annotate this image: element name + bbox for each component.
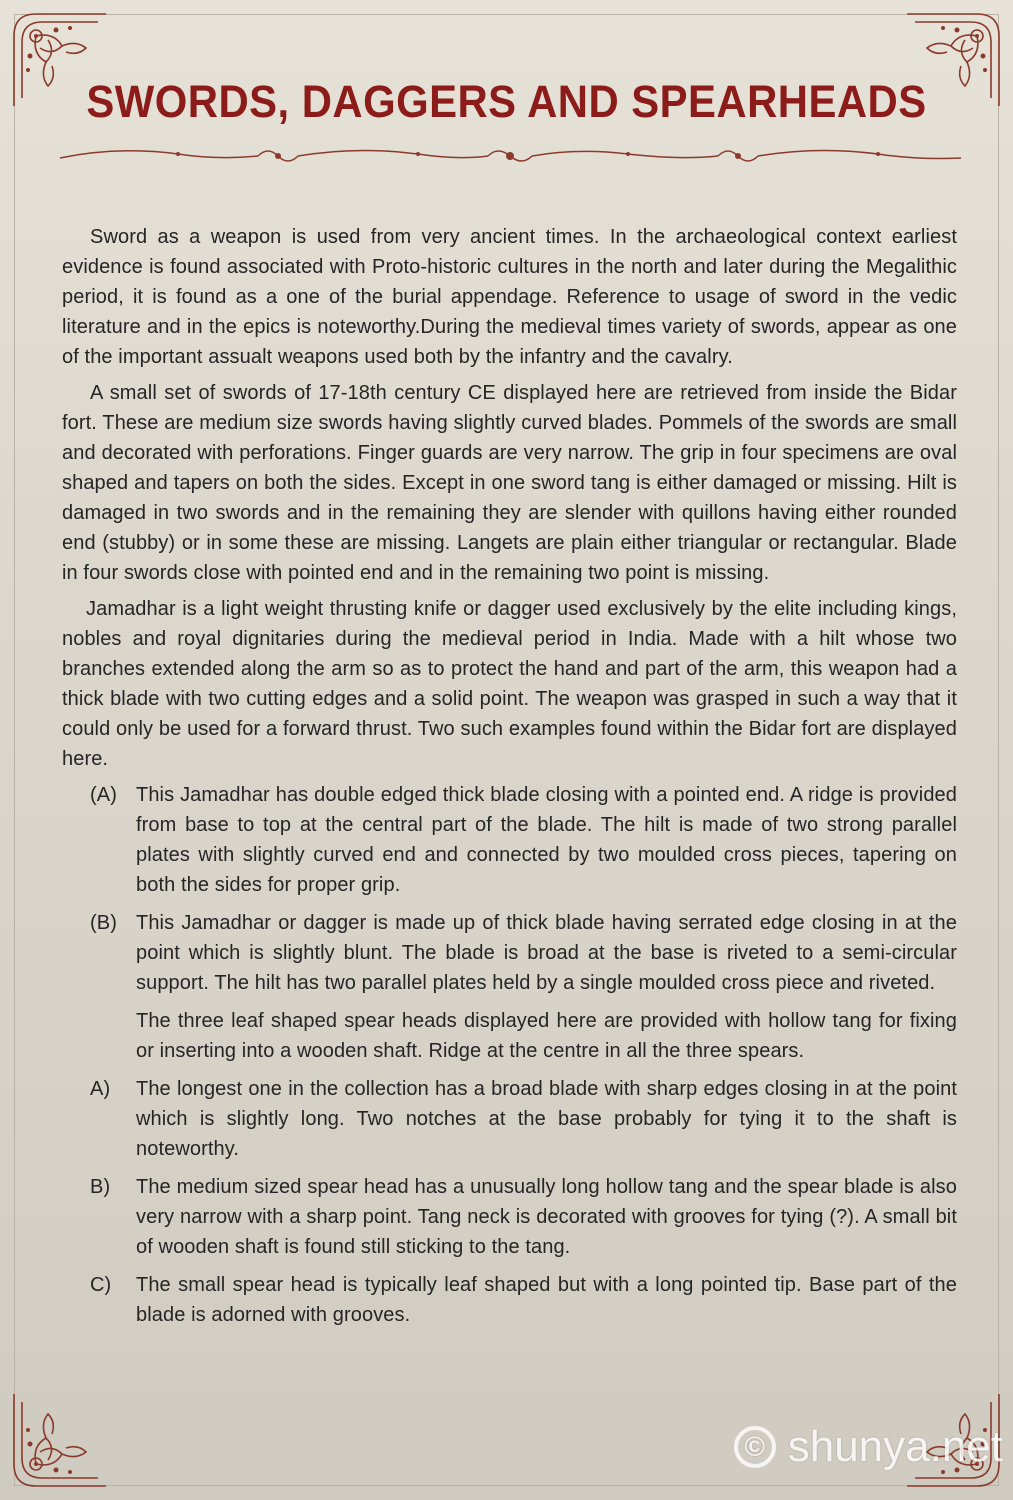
item-label: (B) — [90, 912, 117, 934]
item-text: The longest one in the collection has a broad blade with sharp edges closing in at the point which is slightly long. Two notches at the base probably for tying it to the shaft is noteworthy. — [136, 1078, 957, 1160]
jamadhar-item-a — [90, 780, 957, 900]
item-label: C) — [90, 1274, 112, 1296]
item-label: A) — [90, 1078, 111, 1100]
title-divider-icon — [58, 140, 963, 170]
item-text: The small spear head is typically leaf shaped but with a long pointed tip. Base part of the blade is adorned with grooves. — [136, 1274, 957, 1326]
corner-ornament-icon — [6, 1384, 116, 1494]
spear-item-a — [90, 1074, 957, 1164]
watermark-text: shunya.net — [787, 1422, 1003, 1471]
panel-title: SWORDS, DAGGERS AND SPEARHEADS — [86, 76, 927, 127]
item-label: (A) — [90, 784, 117, 806]
item-text: This Jamadhar or dagger is made up of thick blade having serrated edge closing in at the point which is slightly blunt. The blade is broad at the base is riveted to a semi-circular support. The hilt has two parallel plates held by a single moulded cross piece and riveted. — [136, 912, 957, 994]
spear-heads-intro: The three leaf shaped spear heads displayed here are provided with hollow tang for fixing or inserting into a wooden shaft. Ridge at the centre in all the three spears. — [136, 1010, 957, 1062]
paragraph-bidar-swords: A small set of swords of 17-18th century CE displayed here are retrieved from inside the Bidar fort. These are medium size swords having slightly curved blades. Pommels of the swords are small and decorated with perforations. Finger guards are very narrow. The grip in four specimens are oval shaped and tapers on both the sides. Except in one sword tang is either damaged or missing. Hilt is damaged in two swords and in the remaining they are slender with quillons having either rounded end (stubby) or in some these are missing. Langets are plain either triangular or rectangular. Blade in four swords close with pointed end and in the remaining two point is missing. — [62, 382, 957, 584]
item-text: This Jamadhar has double edged thick blade closing with a pointed end. A ridge is provided from base to top at the central part of the blade. The hilt is made of two strong parallel plates with slightly curved end and connected by two moulded cross pieces, tapering on both the sides for proper grip. — [136, 784, 957, 896]
item-text: The medium sized spear head has a unusually long hollow tang and the spear blade is also very narrow with a sharp point. Tang neck is decorated with grooves for tying (?). A small bit of wooden shaft is found still sticking to the tang. — [136, 1176, 957, 1258]
watermark — [734, 1422, 1003, 1472]
panel-body — [62, 222, 957, 1338]
copyright-icon: © — [734, 1426, 776, 1468]
spear-item-c — [90, 1270, 957, 1330]
jamadhar-item-b — [90, 908, 957, 998]
paragraph-swords-history: Sword as a weapon is used from very ancient times. In the archaeological context earliest evidence is found associated with Proto-historic cultures in the north and later during the Megalithic period, it is found as a one of the burial appendage. Reference to usage of sword in the vedic literature and in the epics is noteworthy.During the medieval times variety of swords, appear as one of the important assualt weapons used both by the infantry and the cavalry. — [62, 226, 957, 368]
spear-item-b — [90, 1172, 957, 1262]
paragraph-jamadhar: Jamadhar is a light weight thrusting knife or dagger used exclusively by the elite including kings, nobles and royal dignitaries during the medieval period in India. Made with a hilt whose two branches extended along the arm so as to protect the hand and part of the arm, this weapon had a thick blade with two cutting edges and a solid point. The weapon was grasped in such a way that it could only be used for a forward thrust. Two such examples found within the Bidar fort are displayed here. — [62, 598, 957, 770]
item-label: B) — [90, 1176, 111, 1198]
